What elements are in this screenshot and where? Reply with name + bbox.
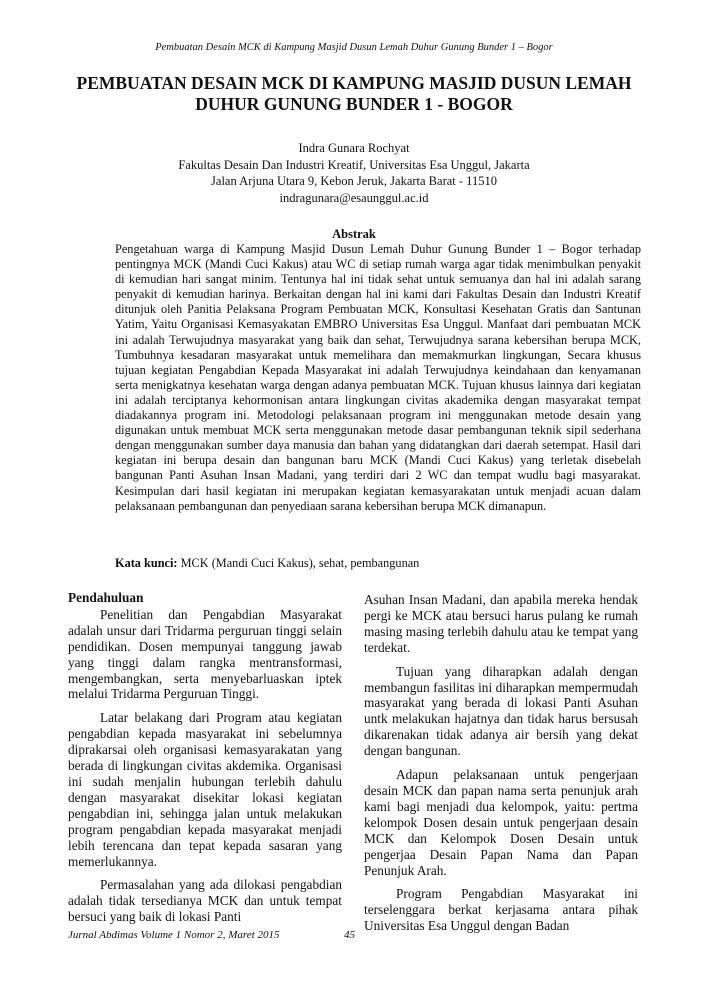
abstract-heading: Abstrak — [332, 227, 376, 241]
page-footer — [68, 929, 368, 941]
author-affiliation: Fakultas Desain Dan Industri Kreatif, Universitas Esa Unggul, Jakarta — [178, 157, 530, 172]
keywords-text: MCK (Mandi Cuci Kakus), sehat, pembangunan — [177, 556, 420, 570]
keywords-label: Kata kunci: — [115, 556, 178, 570]
paper-title — [60, 73, 648, 115]
author-name: Indra Gunara Rochyat — [298, 141, 410, 155]
paragraph: Adapun pelaksanaan untuk pengerjaan desain MCK dan papan nama serta penunjuk arah kami bagi menjadi dua kelompok, yaitu: pertma kelompok Dosen desain untuk pengerjaan desain MCK dan Kelompok Dosen Desain untuk pengerjaa Desain Papan Nama dan Papan Penunjuk Arah. — [364, 767, 638, 878]
running-head: Pembuatan Desain MCK di Kampung Masjid Dusun Lemah Duhur Gunung Bunder 1 – Bogor — [155, 42, 553, 53]
paragraph: Asuhan Insan Madani, dan apabila mereka hendak pergi ke MCK atau bersuci harus pulang ke rumah masing masing terlebih dahulu atau ke tempat yang terdekat. — [364, 592, 638, 655]
section-heading-pendahuluan: Pendahuluan — [68, 590, 144, 605]
page-number: 45 — [344, 929, 355, 941]
paragraph: Latar belakang dari Program atau kegiatan pengabdian kepada masyarakat ini sebelumnya diprakarsai oleh organisasi kemasyarakatan yang berada di lingkungan civitas akdemika. Organisasi ini sudah menjalin hubungan terlebih dahulu dengan masyarakat disekitar lokasi kegiatan pengabdian ini, sehingga jalan untuk melakukan program pengabdian kepada masyarakat menjadi lebih terencana dan tepat kepada sasaran yang memerlukannya. — [68, 710, 342, 869]
paragraph: Permasalahan yang ada dilokasi pengabdian adalah tidak tersedianya MCK dan untuk tempat bersuci yang baik di lokasi Panti — [68, 877, 342, 925]
abstract-text: Pengetahuan warga di Kampung Masjid Dusun Lemah Duhur Gunung Bunder 1 – Bogor terhadap pentingnya MCK (Mandi Cuci Kakus) atau WC di setiap rumah warga agar tidak menimbulkan penyakit di kemudian hari sangat minim. Tentunya hal ini tidak sehat untuk semuanya dan hal ini adalah sarang penyakit di kemudian harinya. Berkaitan dengan hal ini kami dari Fakultas Desain dan Industri Kreatif ditunjuk oleh Panitia Pelaksana Program Pembuatan MCK, Konsultasi Kesehatan Gratis dan Santunan Yatim, Yaitu Organisasi Kemasyakatan EMBRO Universitas Esa Unggul. Manfaat dari pembuatan MCK ini adalah Terwujudnya masyarakat yang baik dan sehat, Terwujudnya sarana kebersihan berupa MCK, Tumbuhnya kesadaran masyarakat untuk memelihara dan memakmurkan lingkungan, Secara khusus tujuan kegiatan Pengabdian Kepada Masyarakat ini adalah Terwujudnya keindahaan dan kenyamanan serta menigkatnya kesehatan warga dengan adanya pembuatan MCK. Tujuan khusus lainnya dari kegiatan ini adalah terciptanya kehormonisan antara lingkungan civitas akademika dengan masyarakat tempat diadakannya program ini. Metodologi pelaksanaan program ini menggunakan metode desain yang digunakan untuk membuat MCK serta menggunakan metode dasar pembangunan teknik sipil sederhana dengan menggunakan sumber daya manusia dan bahan yang didatangkan dari daerah setempat. Hasil dari kegiatan ini berupa desain dan bangunan baru MCK (Mandi Cuci Kakus) yang terletak disebelah bangunan Panti Asuhan Insan Madani, yang terdiri dari 2 WC dan tempat wudlu bagi masyarakat. Kesimpulan dari hasil kegiatan ini merupakan kegiatan kemasyarakatan untuk menjadi acuan dalam pelaksanaan pembangunan dan penyediaan sarana kebersihan berupa MCK dimanapun. — [115, 242, 641, 513]
paragraph: Program Pengabdian Masyarakat ini terselenggara berkat kerjasama antara pihak Universitas Esa Unggul dengan Badan — [364, 886, 638, 934]
author-email: indragunara@esaunggul.ac.id — [279, 190, 429, 205]
body-column-left — [68, 590, 342, 933]
paragraph: Tujuan yang diharapkan adalah dengan membangun fasilitas ini diharapkan mempermudah masyarakat yang berada di lokasi Panti Asuhan untk melakukan hajatnya dan tidak harus bersusah dikarenakan tidak adanya air bersih yang dekat dengan bangunan. — [364, 663, 638, 759]
paper-title-line-1: PEMBUATAN DESAIN MCK DI KAMPUNG MASJID DUSUN LEMAH — [76, 73, 632, 93]
author-block — [110, 140, 598, 206]
paper-title-line-2: DUHUR GUNUNG BUNDER 1 - BOGOR — [195, 94, 513, 114]
paragraph: Penelitian dan Pengabdian Masyarakat adalah unsur dari Tridarma perguruan tinggi selain pendidikan. Dosen mempunyai tanggung jawab yang tinggi dalam rangka mentransformasi, mengembangkan, serta menyebarluaskan iptek melalui Tridarma Perguruan Tinggi. — [68, 606, 342, 702]
keywords — [115, 556, 641, 571]
author-address: Jalan Arjuna Utara 9, Kebon Jeruk, Jakarta Barat - 11510 — [211, 174, 497, 188]
body-column-right — [364, 592, 638, 942]
journal-citation: Jurnal Abdimas Volume 1 Nomor 2, Maret 2015 — [68, 929, 280, 941]
